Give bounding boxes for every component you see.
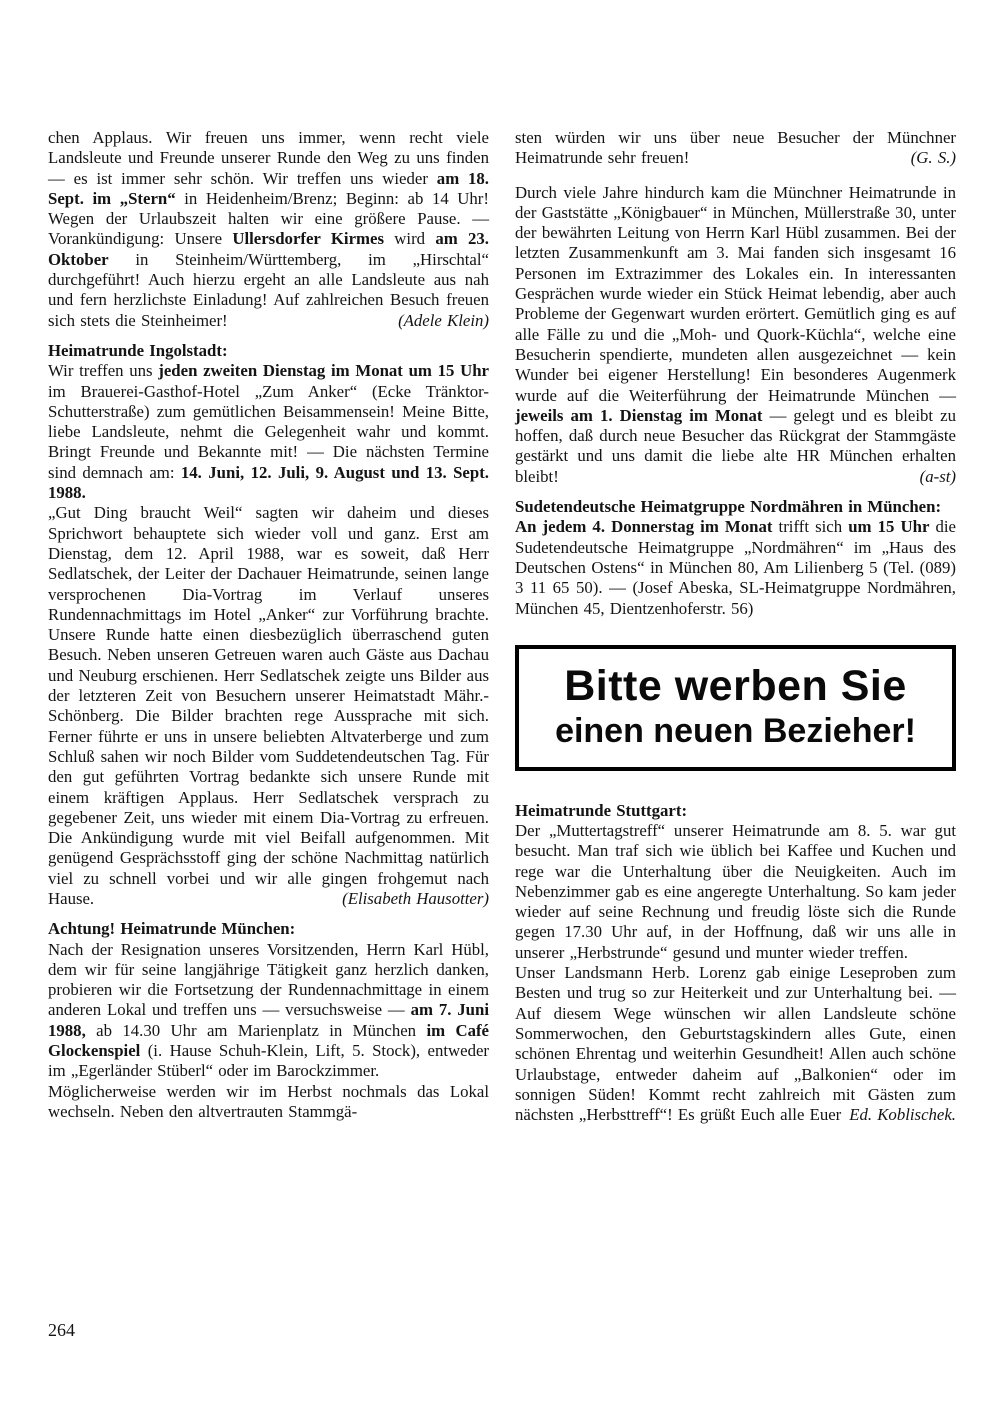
text-run: chen Applaus. Wir freuen uns immer, wenn recht viele Landsleute und Freunde unserer Runde den Weg zu uns finden — es ist immer sehr schön. Wir treffen uns wieder [48, 128, 489, 188]
text-run: „Gut Ding braucht Weil“ sagten wir daheim und dieses Sprichwort behauptete sich wieder voll und ganz. Erst am Dienstag, dem 12. April 1988, war es soweit, daß Herr Sedlatschek, der Leiter der Dachauer Heimatrunde, seinen lange versprochenen Dia-Vortrag im Verlauf unseres Rundennachmittags im Hotel „Anker“ zur Vorführung brachte. Unsere Runde hatte einen diesbezüglich überraschend guten Besuch. Neben unseren Getreuen waren auch Gäste aus Dachau und Neuburg erschienen. Herr Sedlatschek zeigte uns Bilder aus der letzteren Zeit von Besuchern unserer Heimatstadt Mähr.-Schönberg. Die Bilder brachten rege Aussprache mit sich. Ferner führte er uns in unsere beliebten Altvaterberge und zum Schluß sahen wir noch Bilder vom Suddetendeutschen Tag. Für den gut geführten Vortrag bedankte sich unsere Runde mit einem kräftigen Applaus. Herr Sedlatschek versprach zu gegebener Zeit, uns wieder mit einem Dia-Vortrag zu erfreuen. Die Ankündigung wurde mit viel Beifall aufgenommen. Mit genügend Gesprächsstoff ging der schöne Nachmittag natürlich viel zu schnell vorbei und wir alle gingen frohgemut nach Hause. [48, 503, 489, 908]
paragraph [515, 128, 956, 169]
text-run: Wir treffen uns [48, 361, 159, 381]
page-number: 264 [48, 1320, 75, 1340]
text-run: die Sudetendeutsche Heimatgruppe „Nordmähren“ im „Haus des Deutschen Ostens“ in München 80, Am Lilienberg 5 (Tel. (089) 3 11 65 50). — (Josef Abeska, SL-Heimatgruppe Nordmähren, München 45, Dientzenhoferstr. 56) [515, 517, 956, 618]
text-run: am 23. Oktober [48, 229, 490, 269]
text-run: in Heidenheim/Brenz; Beginn: ab 14 Uhr! Wegen der Urlaubszeit halten wir eine größere Pause. — Vorankündigung: Unsere [48, 188, 489, 249]
text-run: Durch viele Jahre hindurch kam die Münchner Heimatrunde in der Gaststätte „Königbauer“ in München, Müllerstraße 30, unter der bewährten Leitung von Herrn Karl Hübl zusammen. Bei der letzten Zusammenkunft am 3. Mai fanden sich insgesamt 16 Personen im Extrazimmer des Lokales ein. In interessanten Gesprächen wurde wieder ein Stück Heimat lebendig, aber auch Probleme der Gegenwart wurden erörtert. Gemütlich ging es auf alle Fälle zu und die „Moh- und Quork-Küchla“, welche eine Besucherin spendierte, mundeten allen ausgezeichnet — kein Wunder bei eigener Herstellung! Ein besonderes Augenmerk wurde auf die Weiterführung der Heimatrunde München — [515, 182, 956, 405]
text-run: ab 14.30 Uhr am Marienplatz in München [85, 1020, 427, 1040]
text-run: im Brauerei-Gasthof-Hotel „Zum Anker“ (Ecke Tränktor-Schutterstraße) zum gemütlichen Beisammensein! Meine Bitte, liebe Landsleute, nehmt die Gelegenheit wahr und kommt. Bringt Freunde und Bekannte mit! — Die nächsten Termine sind demnach am: [48, 381, 489, 482]
text-run: (i. Hause Schuh-Klein, Lift, 5. Stock), entweder im „Egerländer Stüberl“ oder im Barockzimmer. [48, 1041, 489, 1081]
paragraph [48, 361, 489, 503]
signature: (Elisabeth Hausotter) [342, 888, 489, 908]
ad-line: einen neuen Bezieher! [555, 711, 916, 750]
text-run: Ullersdorfer Kirmes [232, 229, 384, 249]
text-run: jeden zweiten Dienstag im Monat um 15 Uhr [158, 361, 489, 381]
text-run: im Café Glockenspiel [48, 1020, 489, 1061]
text-run: An jedem 4. Donnerstag im Monat [515, 517, 773, 537]
text-run: Achtung! Heimatrunde München: [48, 919, 296, 939]
paragraph [48, 128, 489, 331]
text-run: Möglicherweise werden wir im Herbst nochmals das Lokal wechseln. Neben den altvertrauten Stammgä- [48, 1081, 489, 1121]
text-run: am 7. Juni 1988, [48, 1000, 489, 1040]
ad-line: Bitte werben Sie [564, 661, 907, 710]
paragraph [515, 517, 956, 618]
text-run: wird [384, 229, 436, 249]
right-column [515, 128, 956, 1125]
paragraph [48, 1082, 489, 1123]
signature: (Adele Klein) [398, 310, 489, 330]
text-run: 14. Juni, 12. Juli, 9. August und 13. Sept. 1988. [48, 462, 489, 503]
signature: (G. S.) [910, 148, 956, 168]
text-run: in Steinheim/Württemberg, im „Hirschtal“ durchgeführt! Auch hierzu ergeht an alle Landsleute aus nah und fern herzlichste Einladung! Auf zahlreichen Besuch freuen sich stets die Steinheimer! [48, 249, 489, 330]
text-run: trifft sich [772, 517, 849, 537]
text-run: Heimatrunde Stuttgart: [515, 800, 688, 820]
two-column-layout [48, 128, 956, 1125]
text-run: Sudetendeutsche Heimatgruppe Nordmähren in München: [515, 497, 942, 517]
subscription-ad-box [515, 645, 956, 771]
text-run: Der „Muttertagstreff“ unserer Heimatrunde am 8. 5. war gut besucht. Man traf sich wie üblich bei Kaffee und Kuchen und rege war die Unterhaltung über die Neuigkeiten. Auch im Nebenzimmer gab es eine angeregte Unterhaltung. So kam jeder wieder auf seine Rechnung und freudig löste sich die Runde gegen 17.30 Uhr auf, in der Hoffnung, daß wir uns alle in unserer „Herbstrunde“ gesund und munter wieder treffen. [515, 820, 956, 962]
section-heading [48, 341, 489, 361]
paragraph [48, 503, 489, 909]
left-column [48, 128, 489, 1122]
section-heading [515, 497, 956, 517]
text-run: am 18. Sept. im „Stern“ [48, 168, 490, 208]
paragraph [515, 963, 956, 1125]
paragraph [48, 940, 489, 1082]
section-heading [48, 919, 489, 939]
paragraph [515, 821, 956, 963]
text-run: um 15 Uhr [848, 517, 930, 537]
text-run: jeweils am 1. Dienstag im Monat [515, 405, 763, 425]
signature: (a-st) [919, 466, 956, 486]
paragraph [515, 183, 956, 487]
text-run: — gelegt und es bleibt zu hoffen, daß durch neue Besucher das Rückgrat der Stammgäste gestärkt und uns damit die liebe alte HR München erhalten bleibt! [515, 405, 956, 486]
section-heading [515, 801, 956, 821]
text-run: Nach der Resignation unseres Vorsitzenden, Herrn Karl Hübl, dem wir für seine langjährige Tätigkeit ganz herzlich danken, probieren wir die Fortsetzung der Rundennachmittage in einem anderen Lokal und treffen uns — versuchsweise — [48, 939, 489, 1020]
signature: Ed. Koblischek. [849, 1105, 956, 1125]
text-run: sten würden wir uns über neue Besucher der Münchner Heimatrunde sehr freuen! [515, 128, 956, 168]
text-run: Heimatrunde Ingolstadt: [48, 340, 228, 360]
text-run: Unser Landsmann Herb. Lorenz gab einige Leseproben zum Besten und trug so zur Heiterkeit und zur Unterhaltung bei. — Auf diesem Wege wünschen wir allen Landsleute schöne Sommerwochen, den Geburtstagskindern alles Gute, einen schönen Ehrentag und weiterhin Gesundheit! Allen auch schöne Urlaubstage, entweder daheim auf „Balkonien“ oder im sonnigen Süden! Kommt recht zahlreich mit Gästen zum nächsten „Herbsttreff“! Es grüßt Euch alle Euer [515, 963, 956, 1125]
